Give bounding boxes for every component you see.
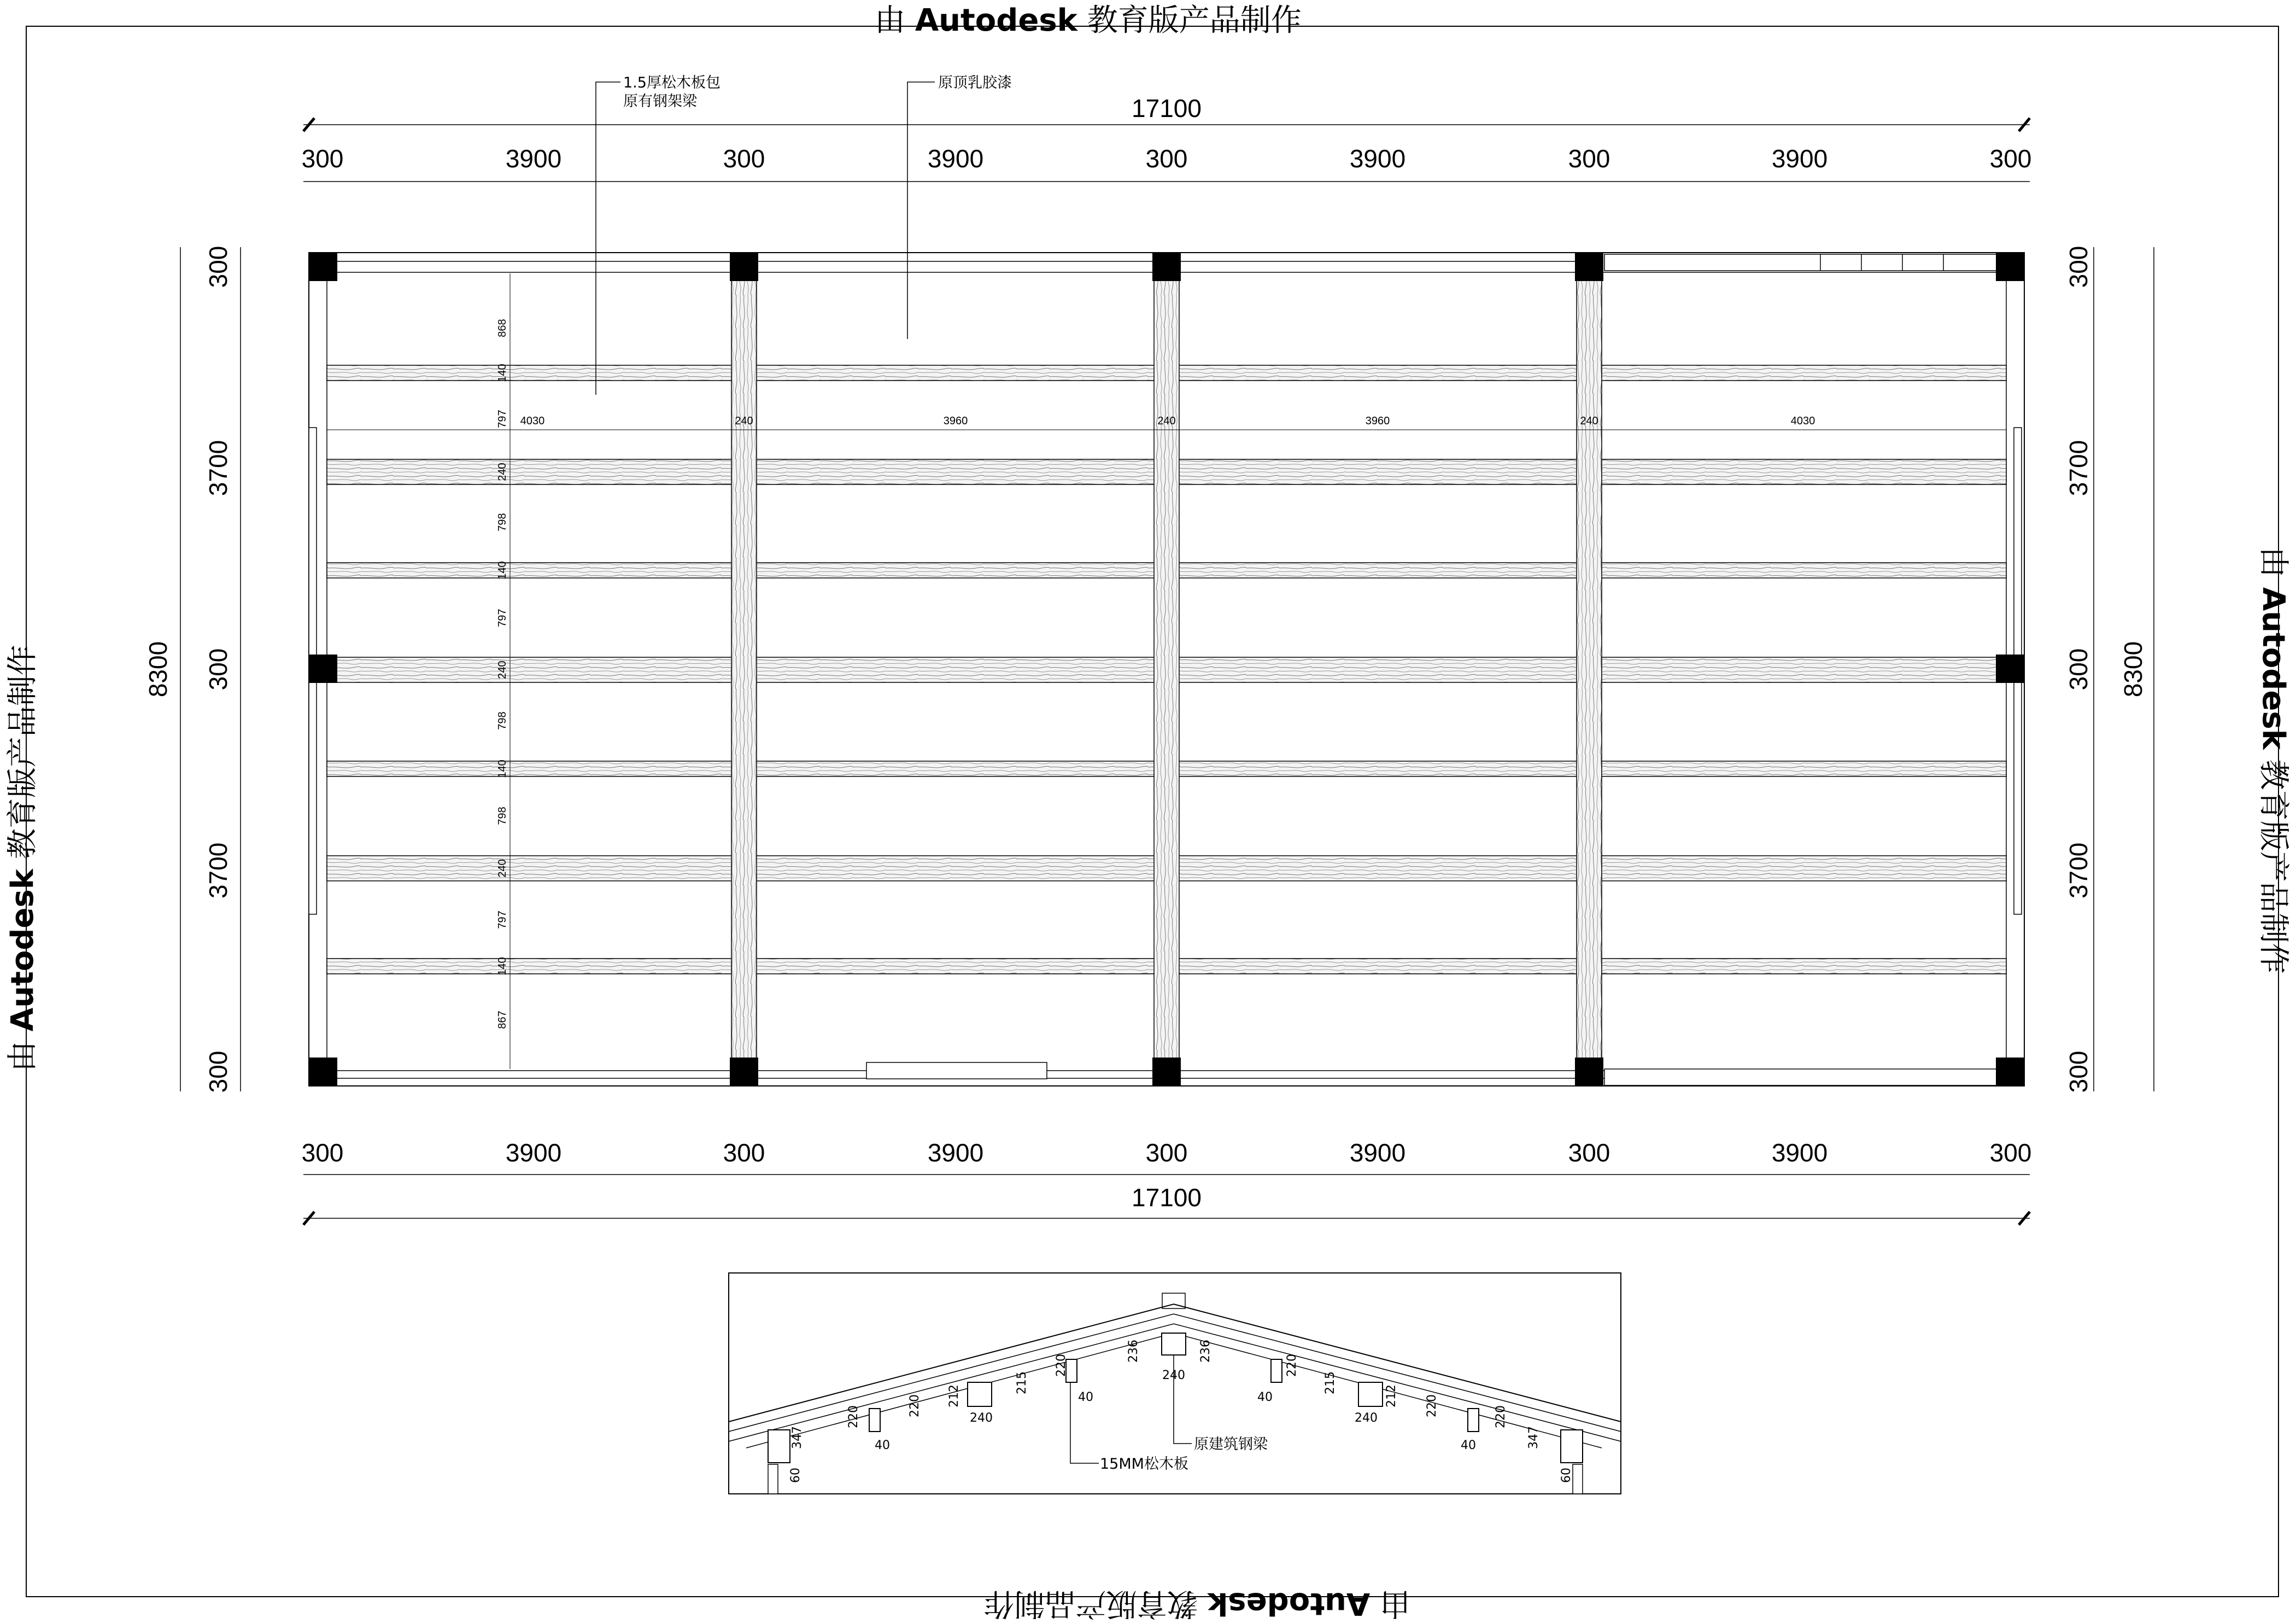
section-dim: 240	[1162, 1369, 1185, 1382]
top-opening	[1604, 254, 1998, 271]
rafter-dim: 240	[496, 661, 508, 679]
bay-dim: 4030	[1790, 415, 1815, 427]
section-dim: 220	[1285, 1354, 1299, 1377]
wood-clad-beam	[1154, 278, 1179, 1068]
column	[730, 253, 758, 281]
col-dim: 3900	[1771, 144, 1828, 173]
section-dim: 220	[1425, 1394, 1439, 1417]
col-dim: 3900	[927, 1138, 984, 1167]
section-dim: 220	[847, 1405, 860, 1428]
rafter-dim: 140	[496, 760, 508, 778]
row-dim: 3700	[204, 842, 232, 899]
section-dim: 347	[790, 1426, 804, 1449]
roof-section	[729, 1273, 1621, 1494]
rafter-dim: 140	[496, 561, 508, 580]
rafter-dim: 797	[496, 410, 508, 428]
section-beam	[968, 1382, 992, 1406]
watermark-bottom: 由 Autodesk 教育版产品制作	[983, 1586, 1410, 1621]
bay-dim: 3960	[943, 415, 968, 427]
col-dim: 300	[1989, 1138, 2032, 1167]
column	[1996, 1058, 2024, 1086]
rafter-dim: 240	[496, 463, 508, 481]
section-beam	[1561, 1430, 1583, 1463]
overall-width-bottom: 17100	[1132, 1183, 1202, 1212]
note-section-wood: 15MM松木板	[1100, 1456, 1188, 1473]
col-dim: 300	[1145, 144, 1188, 173]
watermark-top: 由 Autodesk 教育版产品制作	[875, 3, 1302, 38]
rafter-dim: 240	[496, 859, 508, 878]
section-beam	[1468, 1409, 1479, 1432]
col-dim: 300	[723, 144, 765, 173]
section-dim: 220	[908, 1394, 922, 1417]
section-dim: 212	[1385, 1385, 1398, 1407]
bottom-opening	[1604, 1069, 1998, 1085]
bay-dim: 240	[1157, 415, 1176, 427]
rafter-dim: 140	[496, 364, 508, 382]
watermark-left: 由 Autodesk 教育版产品制作	[5, 645, 40, 1072]
section-dim: 236	[1127, 1340, 1140, 1363]
rafter-dim: 798	[496, 711, 508, 730]
overall-depth-right: 8300	[2119, 641, 2147, 698]
wood-clad-beam	[731, 278, 757, 1068]
overall-width-top: 17100	[1132, 94, 1202, 122]
column	[730, 1058, 758, 1086]
rafter-dim: 140	[496, 957, 508, 975]
col-dim: 3900	[1349, 1138, 1406, 1167]
bay-dim: 4030	[520, 415, 545, 427]
col-dim: 300	[1989, 144, 2032, 173]
row-dim: 3700	[204, 440, 232, 496]
col-dim: 300	[1568, 144, 1610, 173]
section-dim: 240	[970, 1411, 993, 1425]
section-dim: 215	[1015, 1371, 1029, 1394]
rafter-dim: 867	[496, 1010, 508, 1029]
ceiling-plan	[309, 74, 2024, 1086]
col-dim: 300	[1145, 1138, 1188, 1167]
col-dim: 3900	[1349, 144, 1406, 173]
section-dim: 40	[1461, 1439, 1476, 1452]
rafter-dim: 797	[496, 609, 508, 627]
section-dim: 236	[1199, 1340, 1213, 1363]
row-dim: 300	[2064, 246, 2093, 288]
section-wall-right	[1573, 1464, 1583, 1494]
row-dim: 300	[204, 1050, 232, 1093]
section-beam	[1271, 1359, 1282, 1382]
bay-dim: 3960	[1365, 415, 1390, 427]
col-dim: 300	[723, 1138, 765, 1167]
wood-clad-beam	[1577, 278, 1602, 1068]
spacing-labels-top	[302, 144, 2032, 173]
column	[1152, 253, 1181, 281]
row-dim: 3700	[2064, 842, 2093, 899]
row-dim: 300	[2064, 648, 2093, 691]
column	[1996, 655, 2024, 683]
section-dim: 60	[1560, 1468, 1573, 1483]
section-dim: 40	[875, 1439, 890, 1452]
col-dim: 3900	[505, 144, 562, 173]
col-dim: 3900	[927, 144, 984, 173]
section-beam	[869, 1409, 880, 1432]
column	[1575, 253, 1603, 281]
column	[1152, 1058, 1181, 1086]
col-dim: 300	[1568, 1138, 1610, 1167]
section-dim: 212	[947, 1385, 961, 1407]
row-dim: 3700	[2064, 440, 2093, 496]
bay-dim: 240	[735, 415, 753, 427]
row-labels-right	[2064, 246, 2093, 1093]
row-dim: 300	[204, 648, 232, 691]
col-dim: 300	[301, 144, 344, 173]
section-beam	[1358, 1382, 1383, 1406]
column	[1575, 1058, 1603, 1086]
rafter-dim: 797	[496, 910, 508, 929]
section-dim: 40	[1078, 1391, 1093, 1404]
section-dim: 60	[789, 1468, 803, 1483]
note-wood-line2: 原有钢架梁	[623, 93, 697, 110]
bottom-opening	[866, 1062, 1047, 1079]
col-dim: 3900	[505, 1138, 562, 1167]
section-dim: 215	[1323, 1371, 1337, 1394]
overall-depth-left: 8300	[144, 641, 172, 698]
section-dim: 347	[1527, 1426, 1541, 1449]
section-dim: 220	[1055, 1354, 1068, 1377]
section-dim: 240	[1355, 1411, 1378, 1425]
column	[1996, 253, 2024, 281]
bay-dim: 240	[1580, 415, 1598, 427]
rafter-dim: 798	[496, 513, 508, 531]
rafter-spacing-labels	[496, 319, 508, 1029]
column	[309, 1058, 337, 1086]
spacing-labels-bottom	[302, 1138, 2032, 1167]
watermark-right: 由 Autodesk 教育版产品制作	[2256, 547, 2291, 974]
row-dim: 300	[2064, 1050, 2093, 1093]
rafter-dim: 868	[496, 319, 508, 337]
row-dim: 300	[204, 246, 232, 288]
column	[309, 655, 337, 683]
section-dim: 220	[1494, 1405, 1508, 1428]
note-ceiling: 原顶乳胶漆	[938, 74, 1012, 91]
row-labels-left	[204, 246, 232, 1093]
section-wall-left	[768, 1464, 778, 1494]
section-beam	[768, 1430, 790, 1463]
section-beam	[1162, 1333, 1186, 1355]
note-wood-line1: 1.5厚松木板包	[623, 74, 721, 91]
note-section-steel: 原建筑钢梁	[1194, 1436, 1268, 1453]
section-dim: 40	[1257, 1391, 1273, 1404]
column	[309, 253, 337, 281]
col-dim: 3900	[1771, 1138, 1828, 1167]
col-dim: 300	[301, 1138, 344, 1167]
rafter-dim: 798	[496, 807, 508, 825]
